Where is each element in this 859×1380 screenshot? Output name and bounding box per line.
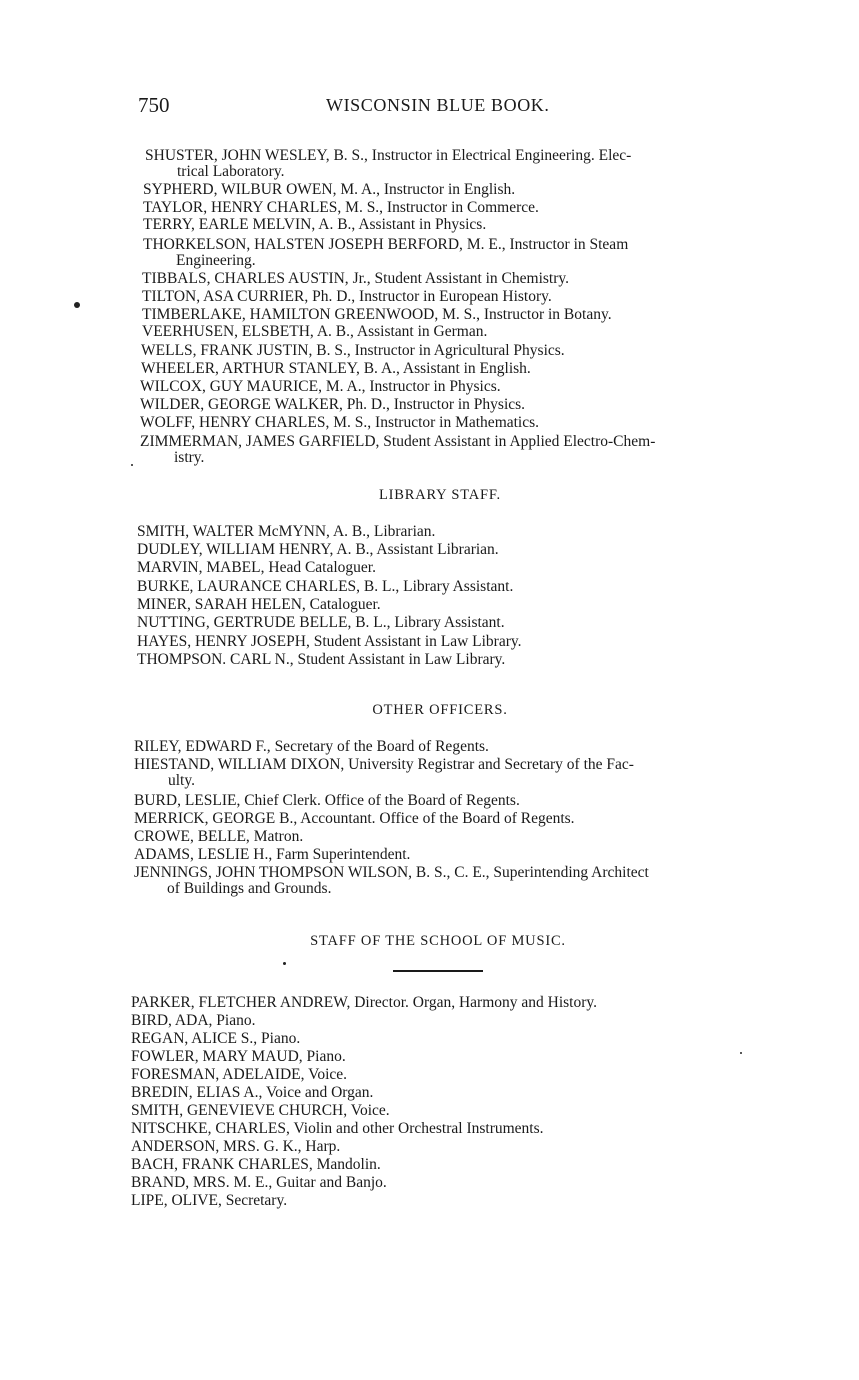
entry-name: LIPE, OLIVE, (131, 1192, 222, 1209)
entry-desc: Guitar and Banjo. (276, 1174, 387, 1191)
ink-speck (131, 464, 133, 466)
page-header (138, 93, 778, 119)
list-item (137, 541, 499, 559)
list-item (131, 1102, 390, 1120)
list-item (131, 1120, 544, 1138)
entry-desc: Student Assistant in Applied Electro-Chem- (383, 433, 656, 450)
entry-desc: M. A., Instructor in English. (340, 181, 516, 198)
entry-name: NUTTING, GERTRUDE BELLE, (137, 614, 352, 631)
entry-name: BACH, FRANK CHARLES, (131, 1156, 313, 1173)
entry-name: DUDLEY, WILLIAM HENRY, (137, 541, 334, 558)
entry-name: SYPHERD, WILBUR OWEN, (143, 181, 337, 198)
ink-speck (740, 1052, 742, 1054)
entry-name: WILDER, GEORGE WALKER, (140, 396, 343, 413)
list-item (137, 596, 381, 614)
entry-desc: Harp. (305, 1138, 341, 1155)
list-item (131, 1192, 287, 1210)
section-heading-library-staff: LIBRARY STAFF. (379, 487, 501, 503)
entry-desc: Chief Clerk. Office of the Board of Regents. (244, 792, 520, 809)
entry-name: BIRD, ADA, (131, 1012, 213, 1029)
entry-name: WELLS, FRANK JUSTIN, (141, 342, 313, 359)
entry-desc: M. S., Instructor in Botany. (442, 306, 612, 323)
list-item (142, 270, 569, 288)
list-item (142, 323, 487, 341)
entry-name: BRAND, MRS. M. E., (131, 1174, 273, 1191)
entry-name: HIESTAND, WILLIAM DIXON, (134, 756, 345, 773)
list-item (131, 1012, 255, 1030)
entry-continuation: of Buildings and Grounds. (167, 880, 332, 897)
list-item (140, 433, 655, 451)
list-item (134, 756, 634, 774)
list-item (143, 216, 486, 234)
list-item (140, 414, 539, 432)
list-item (131, 1030, 300, 1048)
entry-desc: B. S., Instructor in Electrical Engineering. Elec- (333, 147, 632, 164)
ink-speck (74, 302, 80, 308)
list-item (134, 738, 489, 756)
entry-desc: M. S., Instructor in Commerce. (345, 199, 539, 216)
list-item (131, 994, 597, 1012)
entry-name: WHEELER, ARTHUR STANLEY, (141, 360, 360, 377)
entry-name: BREDIN, ELIAS A., (131, 1084, 263, 1101)
entry-desc: B. S., C. E., Superintending Architect (415, 864, 649, 881)
entry-desc: Farm Superintendent. (276, 846, 411, 863)
entry-desc: Director. Organ, Harmony and History. (354, 994, 597, 1011)
entry-desc: A. B., Assistant in German. (316, 323, 488, 340)
entry-name: BURD, LESLIE, (134, 792, 241, 809)
entry-desc: B. L., Library Assistant. (363, 578, 514, 595)
entry-desc: Head Cataloguer. (268, 559, 376, 576)
list-item (143, 181, 515, 199)
list-item (137, 559, 376, 577)
page-number: 750 (138, 93, 170, 117)
entry-desc: Matron. (253, 828, 304, 845)
entry-name: PARKER, FLETCHER ANDREW, (131, 994, 351, 1011)
entry-name: SHUSTER, JOHN WESLEY, (145, 147, 330, 164)
entry-continuation: trical Laboratory. (177, 163, 285, 180)
entry-name: BURKE, LAURANCE CHARLES, (137, 578, 361, 595)
entry-continuation: Engineering. (176, 252, 256, 269)
entry-desc: Voice and Organ. (265, 1084, 374, 1101)
list-item (137, 633, 522, 651)
ink-speck (283, 962, 286, 965)
entry-desc: Jr., Student Assistant in Chemistry. (352, 270, 570, 287)
entry-desc: B. S., Instructor in Agricultural Physics. (316, 342, 565, 359)
list-item (134, 810, 575, 828)
entry-name: TERRY, EARLE MELVIN, (143, 216, 316, 233)
entry-desc: Ph. D., Instructor in European History. (312, 288, 552, 305)
entry-desc: Piano. (216, 1012, 256, 1029)
list-item (134, 846, 410, 864)
list-item (131, 1174, 387, 1192)
list-item (134, 792, 520, 810)
entry-desc: Cataloguer. (309, 596, 381, 613)
list-item (131, 1084, 373, 1102)
entry-name: CROWE, BELLE, (134, 828, 250, 845)
list-item (141, 342, 565, 360)
entry-name: WOLFF, HENRY CHARLES, (140, 414, 330, 431)
list-item (137, 578, 513, 596)
entry-name: MINER, SARAH HELEN, (137, 596, 306, 613)
entry-name: ZIMMERMAN, JAMES GARFIELD, (140, 433, 380, 450)
entry-desc: Voice. (350, 1102, 390, 1119)
entry-name: HAYES, HENRY JOSEPH, (137, 633, 310, 650)
section-heading-other-officers: OTHER OFFICERS. (372, 702, 508, 718)
entry-desc: Mandolin. (316, 1156, 381, 1173)
entry-desc: B. A., Assistant in English. (363, 360, 531, 377)
list-item (131, 1138, 340, 1156)
entry-name: SMITH, GENEVIEVE CHURCH, (131, 1102, 348, 1119)
entry-desc: Violin and other Orchestral Instruments. (293, 1120, 544, 1137)
entry-name: MARVIN, MABEL, (137, 559, 265, 576)
entry-name: MERRICK, GEORGE B., (134, 810, 298, 827)
entry-name: FORESMAN, ADELAIDE, (131, 1066, 305, 1083)
list-item (140, 378, 501, 396)
entry-name: REGAN, ALICE S., (131, 1030, 258, 1047)
entry-desc: Ph. D., Instructor in Physics. (346, 396, 526, 413)
entry-desc: A. B., Assistant in Physics. (318, 216, 487, 233)
list-item (131, 1048, 346, 1066)
entry-desc: Piano. (306, 1048, 346, 1065)
list-item (134, 828, 303, 846)
list-item (137, 523, 435, 541)
list-item (140, 396, 525, 414)
list-item (137, 614, 505, 632)
entry-desc: Student Assistant in Law Library. (313, 633, 522, 650)
running-title: WISCONSIN BLUE BOOK. (326, 95, 550, 115)
entry-desc: A. B., Assistant Librarian. (336, 541, 499, 558)
entry-name: ANDERSON, MRS. G. K., (131, 1138, 302, 1155)
entry-desc: M. A., Instructor in Physics. (325, 378, 501, 395)
entry-name: THOMPSON. CARL N., (137, 651, 294, 668)
list-item (137, 651, 505, 669)
entry-name: TILTON, ASA CURRIER, (142, 288, 309, 305)
entry-desc: Student Assistant in Law Library. (297, 651, 506, 668)
entry-continuation: istry. (174, 449, 205, 466)
section-heading-music-staff: STAFF OF THE SCHOOL OF MUSIC. (310, 933, 566, 949)
list-item (131, 1066, 347, 1084)
entry-name: ADAMS, LESLIE H., (134, 846, 273, 863)
entry-name: THORKELSON, HALSTEN JOSEPH BERFORD, (143, 236, 463, 253)
section-rule (393, 970, 483, 972)
list-item (142, 306, 612, 324)
entry-desc: Piano. (261, 1030, 301, 1047)
entry-desc: A. B., Librarian. (332, 523, 436, 540)
list-item (141, 360, 531, 378)
entry-name: TIMBERLAKE, HAMILTON GREENWOOD, (142, 306, 439, 323)
entry-name: VEERHUSEN, ELSBETH, (142, 323, 314, 340)
list-item (131, 1156, 381, 1174)
entry-name: TIBBALS, CHARLES AUSTIN, (142, 270, 349, 287)
entry-name: SMITH, WALTER McMYNN, (137, 523, 330, 540)
entry-name: WILCOX, GUY MAURICE, (140, 378, 322, 395)
entry-name: JENNINGS, JOHN THOMPSON WILSON, (134, 864, 413, 881)
entry-desc: Secretary of the Board of Regents. (274, 738, 489, 755)
entry-desc: B. L., Library Assistant. (355, 614, 505, 631)
entry-name: FOWLER, MARY MAUD, (131, 1048, 303, 1065)
entry-name: TAYLOR, HENRY CHARLES, (143, 199, 342, 216)
entry-name: NITSCHKE, CHARLES, (131, 1120, 290, 1137)
entry-desc: Accountant. Office of the Board of Regents. (300, 810, 575, 827)
entry-desc: M. E., Instructor in Steam (466, 236, 629, 253)
entry-desc: Voice. (308, 1066, 348, 1083)
entry-continuation: ulty. (168, 772, 195, 789)
list-item (142, 288, 552, 306)
entry-desc: University Registrar and Secretary of the Fac- (348, 756, 634, 773)
entry-desc: M. S., Instructor in Mathematics. (333, 414, 540, 431)
list-item (143, 199, 539, 217)
entry-desc: Secretary. (225, 1192, 288, 1209)
entry-name: RILEY, EDWARD F., (134, 738, 271, 755)
